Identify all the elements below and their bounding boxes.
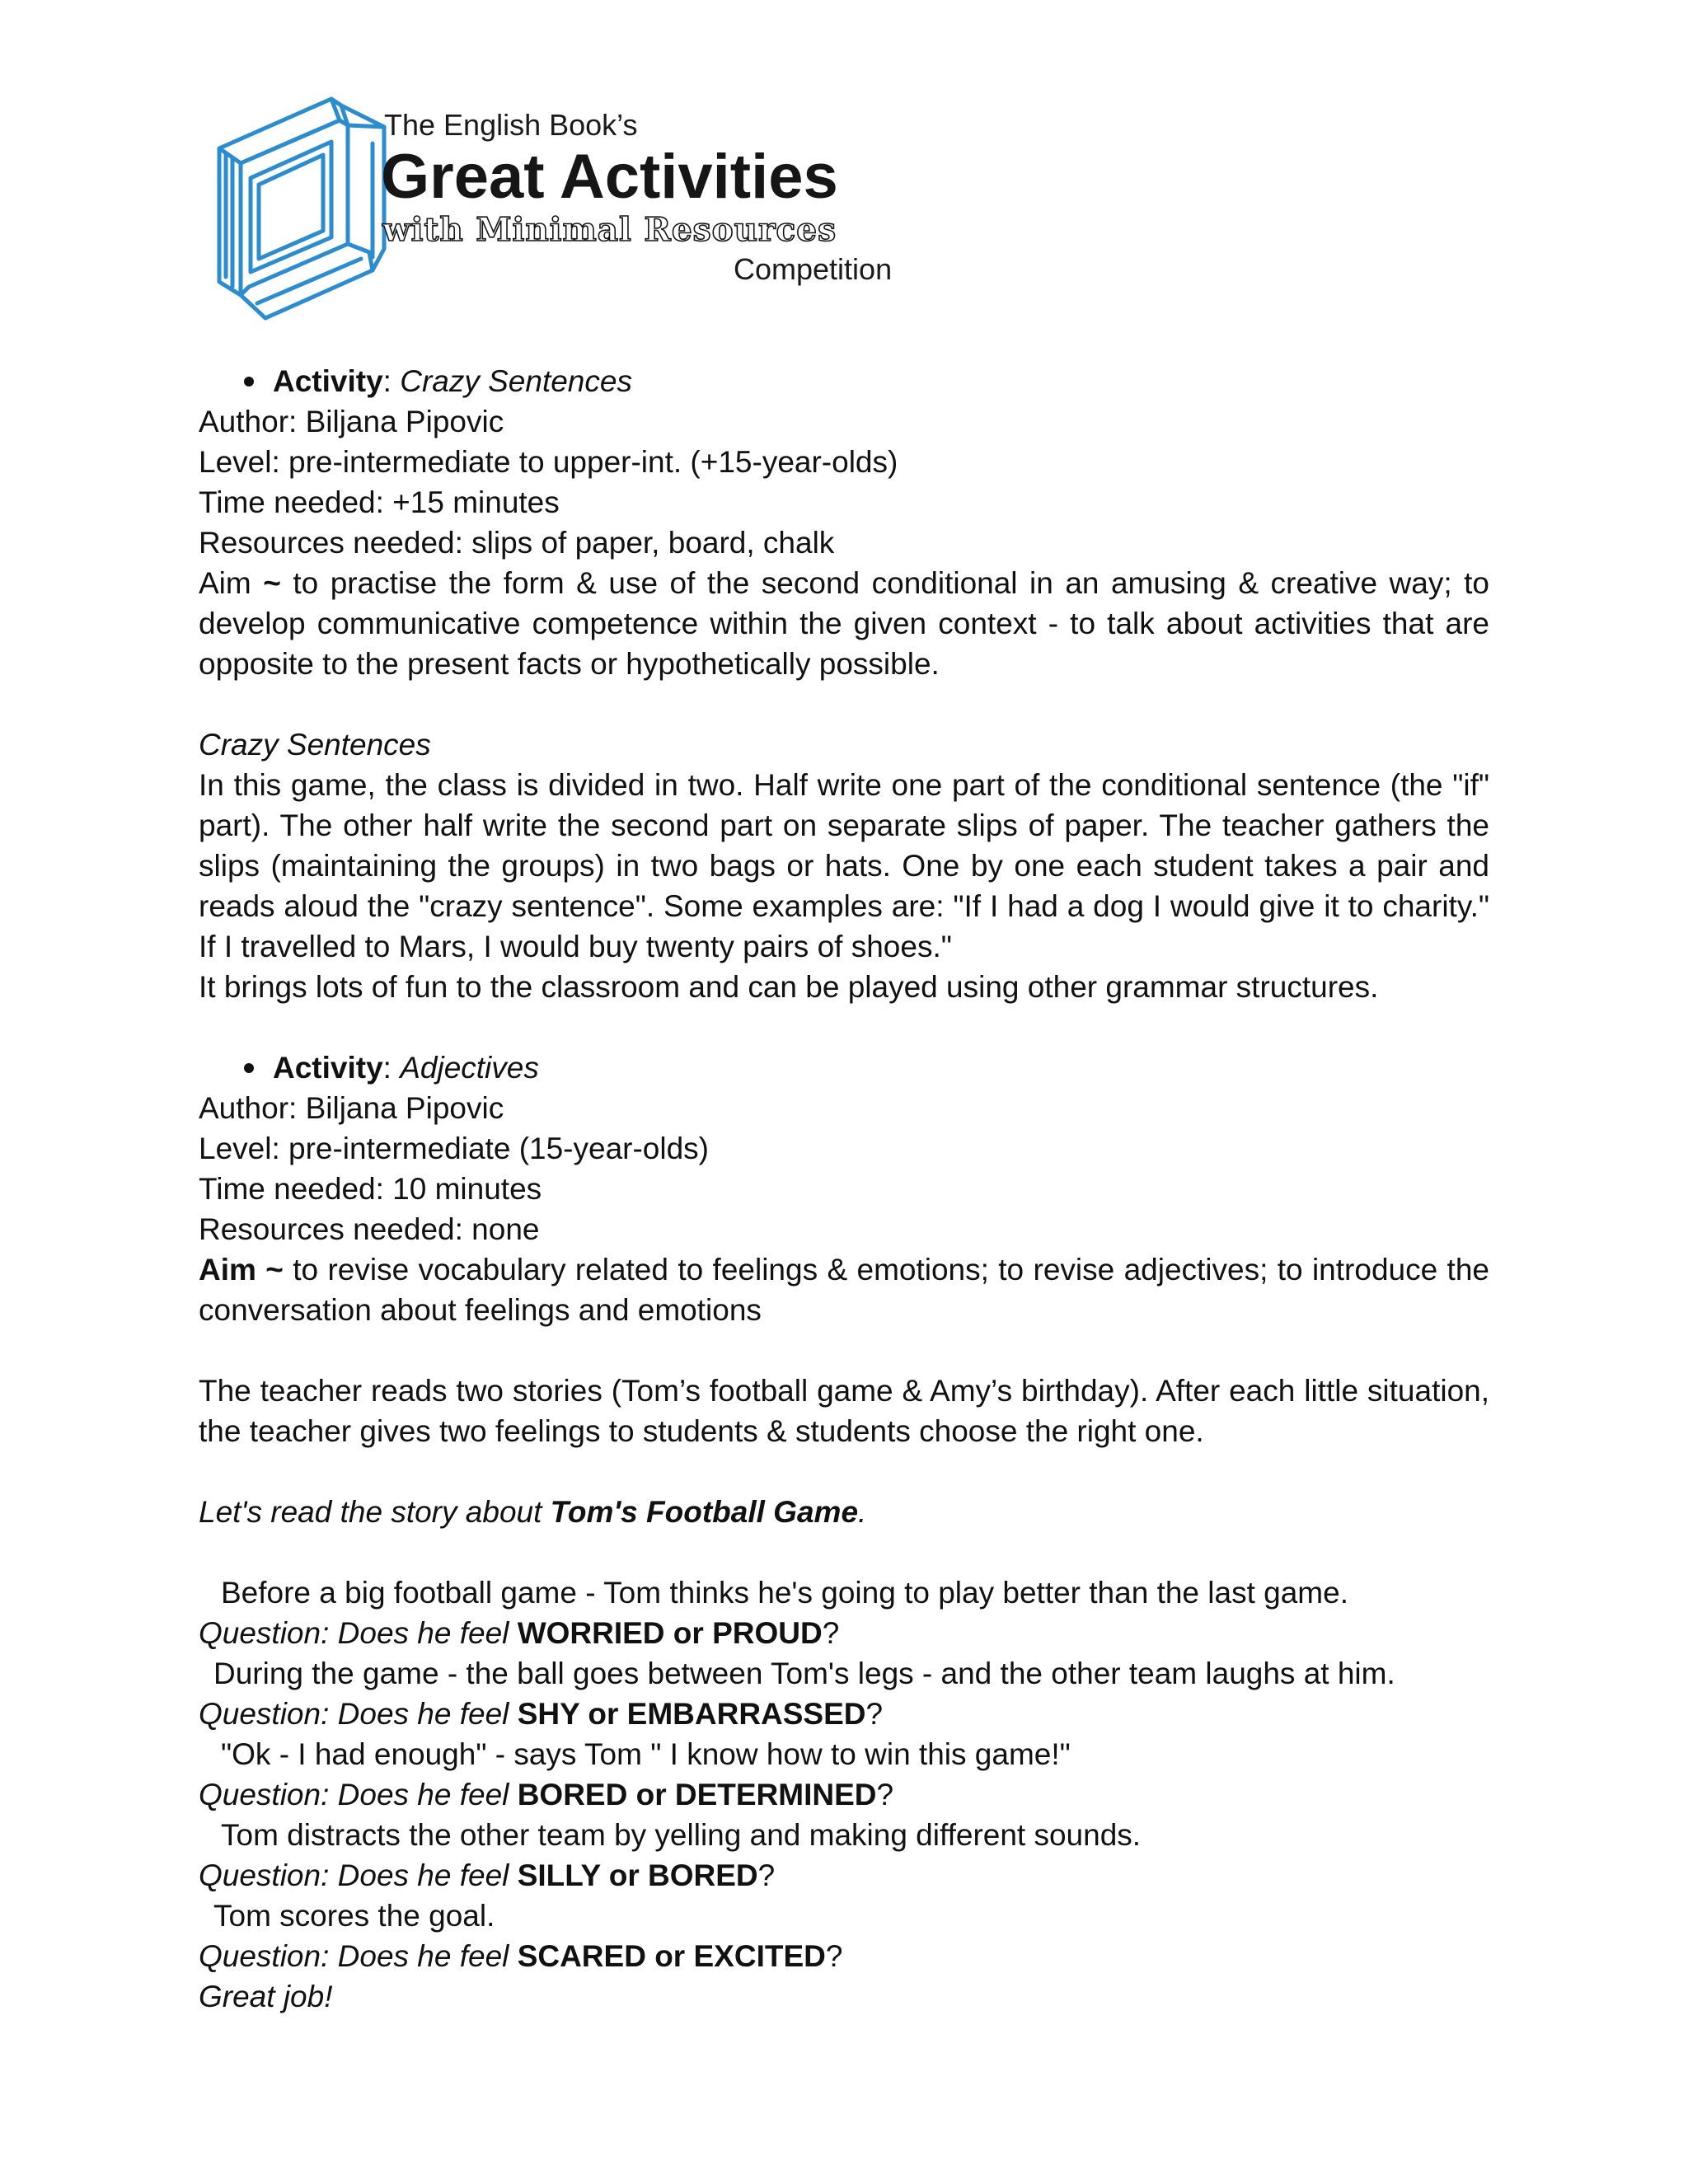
story-situation: Before a big football game - Tom thinks he's going to play better than the last game. xyxy=(221,1576,1348,1610)
heading-separator: : xyxy=(382,364,401,398)
story-question: Question: Does he feel SCARED or EXCITED? xyxy=(199,1939,843,1973)
level-line: Level: pre-intermediate to upper-int. (+15-year-olds) xyxy=(199,445,898,479)
body-paragraph: It brings lots of fun to the classroom and can be played using other grammar structures. xyxy=(199,970,1379,1004)
time-line: Time needed: 10 minutes xyxy=(199,1172,542,1206)
bullet-icon xyxy=(244,1063,254,1073)
time-line: Time needed: +15 minutes xyxy=(199,485,560,519)
section-title: Crazy Sentences xyxy=(199,728,431,762)
story-title: Tom's Football Game xyxy=(550,1495,859,1529)
level-line: Level: pre-intermediate (15-year-olds) xyxy=(199,1132,709,1165)
story-situation: "Ok - I had enough" - says Tom " I know how to win this game!" xyxy=(221,1737,1071,1771)
activity-label: Activity xyxy=(273,364,383,398)
bullet-icon xyxy=(244,377,254,387)
logo-line-4: Competition xyxy=(734,252,893,286)
aim-label: Aim ~ xyxy=(199,1253,284,1286)
document-body xyxy=(199,361,1489,2017)
body-paragraph: In this game, the class is divided in two. Half write one part of the conditional sentence (the "if" part). The other half write the second part on separate slips of paper. The teacher gathers the slips (maintaining the groups) in two bags or hats. One by one each student takes a pair and reads aloud the "crazy sentence". Some examples are: "If I had a dog I would give it to charity." If I travelled to Mars, I would buy twenty pairs of shoes." xyxy=(199,768,1489,963)
logo-line-2: Great Activities xyxy=(381,142,838,212)
author-line: Author: Biljana Pipovic xyxy=(199,405,504,438)
story-question: Question: Does he feel SILLY or BORED? xyxy=(199,1858,776,1892)
aim-paragraph xyxy=(199,563,1489,684)
story-question: Question: Does he feel WORRIED or PROUD? xyxy=(199,1616,840,1650)
logo-line-1: The English Book’s xyxy=(384,108,638,142)
aim-text: to practise the form & use of the second conditional in an amusing & creative way; to develop communicative competence within the given context - to talk about activities that are opposite to the present facts or hypothetically possible. xyxy=(199,566,1489,681)
story-situation: Tom distracts the other team by yelling and making different sounds. xyxy=(221,1818,1142,1852)
resources-line: Resources needed: slips of paper, board, chalk xyxy=(199,526,835,560)
story-situation: Tom scores the goal. xyxy=(213,1899,495,1933)
aim-text: to revise vocabulary related to feelings & emotions; to revise adjectives; to introduce the conversation about feelings and emotions xyxy=(199,1253,1489,1327)
activity-heading xyxy=(199,1047,1489,1088)
story-question: Question: Does he feel SHY or EMBARRASSED? xyxy=(199,1697,884,1731)
story-situation: During the game - the ball goes between Tom's legs - and the other team laughs at him. xyxy=(213,1657,1395,1690)
activity-title: Crazy Sentences xyxy=(400,364,632,398)
aim-label: Aim xyxy=(199,566,251,600)
book-icon xyxy=(219,99,384,318)
resources-line: Resources needed: none xyxy=(199,1212,540,1246)
activity-label: Activity xyxy=(273,1051,383,1085)
heading-separator: : xyxy=(382,1051,401,1085)
story-lead: Let's read the story about Tom's Football Game. xyxy=(199,1495,867,1529)
author-line: Author: Biljana Pipovic xyxy=(199,1091,504,1125)
competition-logo xyxy=(208,96,925,323)
story-question: Question: Does he feel BORED or DETERMINED? xyxy=(199,1778,894,1811)
intro-paragraph: The teacher reads two stories (Tom’s football game & Amy’s birthday). After each little situation, the teacher gives two feelings to students & students choose the right one. xyxy=(199,1374,1489,1448)
aim-paragraph xyxy=(199,1249,1489,1330)
logo-line-3: with Minimal Resources xyxy=(382,211,837,249)
activity-heading xyxy=(199,361,1489,401)
activity-title: Adjectives xyxy=(400,1051,539,1085)
aim-tilde: ~ xyxy=(263,566,281,600)
closing-line: Great job! xyxy=(199,1980,333,2013)
